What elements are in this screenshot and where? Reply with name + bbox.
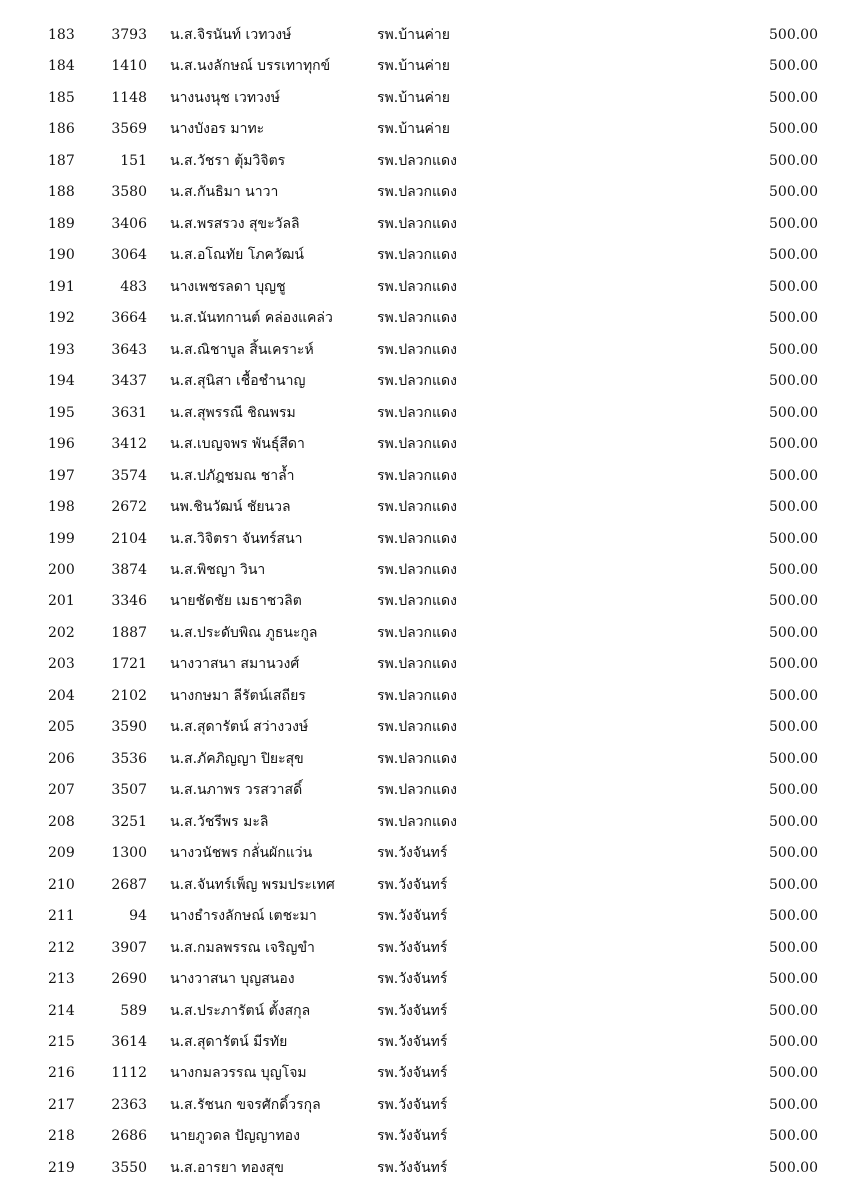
record-code: 3580	[111, 184, 147, 201]
row-number: 197	[48, 467, 75, 484]
row-number: 185	[48, 89, 75, 106]
amount: 500.00	[769, 152, 818, 169]
row-number: 190	[48, 247, 75, 264]
table-row	[0, 1027, 849, 1058]
amount: 500.00	[769, 436, 818, 453]
row-number: 196	[48, 436, 75, 453]
hospital-name: รพ.วังจันทร์	[377, 1096, 448, 1113]
table-row	[0, 1058, 849, 1089]
person-name: น.ส.นงลักษณ์ บรรเทาทุกข์	[170, 58, 331, 75]
row-number: 192	[48, 310, 75, 327]
record-code: 483	[120, 278, 147, 295]
record-code: 3569	[111, 121, 147, 138]
hospital-name: รพ.ปลวกแดง	[377, 341, 457, 358]
table-row	[0, 177, 849, 208]
person-name: น.ส.ประภารัตน์ ตั้งสกุล	[170, 1002, 311, 1019]
hospital-name: รพ.ปลวกแดง	[377, 499, 457, 516]
person-name: น.ส.ภัคภิญญา ปิยะสุข	[170, 750, 304, 767]
record-code: 2102	[111, 687, 147, 704]
person-name: น.ส.สุพรรณี ชิณพรม	[170, 404, 296, 421]
person-name: น.ส.จันทร์เพ็ญ พรมประเทศ	[170, 876, 335, 893]
table-row	[0, 209, 849, 240]
hospital-name: รพ.ปลวกแดง	[377, 530, 457, 547]
row-number: 184	[48, 58, 75, 75]
record-code: 94	[129, 908, 147, 925]
person-name: น.ส.วัชรีพร มะลิ	[170, 813, 269, 830]
hospital-name: รพ.ปลวกแดง	[377, 719, 457, 736]
record-code: 1887	[111, 624, 147, 641]
hospital-name: รพ.บ้านค่าย	[377, 27, 450, 43]
record-code: 1410	[111, 58, 147, 75]
person-name: น.ส.สุดารัตน์ มีรทัย	[170, 1034, 288, 1050]
record-code: 1721	[111, 656, 147, 673]
table-row	[0, 429, 849, 460]
record-code: 2690	[111, 971, 147, 988]
record-code: 3437	[111, 373, 147, 390]
record-code: 3550	[111, 1159, 147, 1176]
row-number: 188	[48, 184, 75, 201]
table-row	[0, 398, 849, 429]
person-name: นางเพชรลดา บุญชู	[170, 278, 286, 295]
person-name: น.ส.พรสรวง สุขะวัลลิ	[170, 215, 300, 232]
hospital-name: รพ.บ้านค่าย	[377, 121, 450, 138]
table-row	[0, 712, 849, 743]
person-name: น.ส.ปภัฎชมณ ชาล้ำ	[170, 467, 295, 484]
amount: 500.00	[769, 1034, 818, 1050]
table-row	[0, 146, 849, 177]
amount: 500.00	[769, 687, 818, 704]
table-row	[0, 83, 849, 114]
person-name: นางวนัชพร กลั่นผักแว่น	[170, 845, 313, 862]
record-code: 3507	[111, 782, 147, 799]
record-code: 1300	[111, 845, 147, 862]
amount: 500.00	[769, 1128, 818, 1145]
amount: 500.00	[769, 278, 818, 295]
row-number: 194	[48, 373, 75, 390]
amount: 500.00	[769, 1002, 818, 1019]
table-row	[0, 1121, 849, 1152]
amount: 500.00	[769, 247, 818, 264]
hospital-name: รพ.ปลวกแดง	[377, 278, 457, 295]
table-row	[0, 807, 849, 838]
amount: 500.00	[769, 593, 818, 610]
hospital-name: รพ.ปลวกแดง	[377, 782, 457, 799]
row-number: 206	[48, 750, 75, 767]
amount: 500.00	[769, 719, 818, 736]
row-number: 193	[48, 341, 75, 358]
person-name: น.ส.อโณทัย โภควัฒน์	[170, 247, 305, 264]
table-row	[0, 366, 849, 397]
hospital-name: รพ.ปลวกแดง	[377, 750, 457, 767]
record-code: 3574	[111, 467, 147, 484]
row-number: 202	[48, 624, 75, 641]
row-number: 219	[48, 1159, 75, 1176]
hospital-name: รพ.ปลวกแดง	[377, 687, 457, 704]
hospital-name: รพ.ปลวกแดง	[377, 404, 457, 421]
amount: 500.00	[769, 908, 818, 925]
person-name: นางกษมา ลีรัตน์เสถียร	[170, 687, 306, 704]
person-name: น.ส.นภาพร วรสวาสดิ์	[170, 782, 303, 799]
person-name: น.ส.เบญจพร พันธุ์สีดา	[170, 436, 305, 453]
row-number: 209	[48, 845, 75, 862]
table-row	[0, 240, 849, 271]
row-number: 208	[48, 813, 75, 830]
person-name: น.ส.จิรนันท์ เวทวงษ์	[170, 27, 292, 43]
person-name: น.ส.วัชรา ตุ้มวิจิตร	[170, 152, 286, 169]
hospital-name: รพ.ปลวกแดง	[377, 184, 457, 201]
row-number: 191	[48, 278, 75, 295]
row-number: 201	[48, 593, 75, 610]
amount: 500.00	[769, 845, 818, 862]
amount: 500.00	[769, 27, 818, 43]
record-code: 3614	[111, 1034, 147, 1050]
amount: 500.00	[769, 561, 818, 578]
amount: 500.00	[769, 499, 818, 516]
hospital-name: รพ.ปลวกแดง	[377, 813, 457, 830]
record-list	[0, 20, 849, 1184]
amount: 500.00	[769, 530, 818, 547]
table-row	[0, 303, 849, 334]
table-row	[0, 20, 849, 51]
table-row	[0, 51, 849, 82]
row-number: 215	[48, 1034, 75, 1050]
amount: 500.00	[769, 876, 818, 893]
table-row	[0, 649, 849, 680]
hospital-name: รพ.วังจันทร์	[377, 1128, 448, 1145]
row-number: 203	[48, 656, 75, 673]
record-code: 3793	[111, 27, 147, 43]
row-number: 199	[48, 530, 75, 547]
person-name: นางวาสนา บุญสนอง	[170, 971, 295, 988]
person-name: น.ส.อารยา ทองสุข	[170, 1159, 284, 1176]
table-row	[0, 492, 849, 523]
amount: 500.00	[769, 750, 818, 767]
table-row	[0, 1090, 849, 1121]
amount: 500.00	[769, 215, 818, 232]
hospital-name: รพ.วังจันทร์	[377, 845, 448, 862]
table-row	[0, 618, 849, 649]
record-code: 2672	[111, 499, 147, 516]
hospital-name: รพ.ปลวกแดง	[377, 467, 457, 484]
table-row	[0, 272, 849, 303]
table-row	[0, 586, 849, 617]
amount: 500.00	[769, 341, 818, 358]
row-number: 216	[48, 1065, 75, 1082]
table-row	[0, 933, 849, 964]
person-name: น.ส.กันธิมา นาวา	[170, 184, 279, 201]
hospital-name: รพ.วังจันทร์	[377, 1002, 448, 1019]
row-number: 210	[48, 876, 75, 893]
hospital-name: รพ.ปลวกแดง	[377, 215, 457, 232]
record-code: 3643	[111, 341, 147, 358]
person-name: น.ส.นันทกานต์ คล่องแคล่ว	[170, 310, 333, 327]
table-row	[0, 964, 849, 995]
amount: 500.00	[769, 58, 818, 75]
row-number: 204	[48, 687, 75, 704]
amount: 500.00	[769, 467, 818, 484]
row-number: 211	[48, 908, 75, 925]
row-number: 218	[48, 1128, 75, 1145]
person-name: น.ส.พิชญา วินา	[170, 561, 266, 578]
amount: 500.00	[769, 184, 818, 201]
row-number: 205	[48, 719, 75, 736]
record-code: 3064	[111, 247, 147, 264]
hospital-name: รพ.วังจันทร์	[377, 1159, 448, 1176]
row-number: 187	[48, 152, 75, 169]
hospital-name: รพ.วังจันทร์	[377, 1065, 448, 1082]
hospital-name: รพ.วังจันทร์	[377, 1034, 448, 1050]
amount: 500.00	[769, 89, 818, 106]
table-row	[0, 555, 849, 586]
hospital-name: รพ.บ้านค่าย	[377, 58, 450, 75]
amount: 500.00	[769, 624, 818, 641]
record-code: 3874	[111, 561, 147, 578]
row-number: 217	[48, 1096, 75, 1113]
hospital-name: รพ.ปลวกแดง	[377, 152, 457, 169]
person-name: นายชัดชัย เมธาชวลิต	[170, 593, 302, 610]
hospital-name: รพ.วังจันทร์	[377, 971, 448, 988]
row-number: 207	[48, 782, 75, 799]
amount: 500.00	[769, 404, 818, 421]
amount: 500.00	[769, 971, 818, 988]
row-number: 214	[48, 1002, 75, 1019]
hospital-name: รพ.ปลวกแดง	[377, 373, 457, 390]
hospital-name: รพ.ปลวกแดง	[377, 310, 457, 327]
amount: 500.00	[769, 656, 818, 673]
table-row	[0, 114, 849, 145]
person-name: นายภูวดล ปัญญาทอง	[170, 1128, 300, 1145]
table-row	[0, 335, 849, 366]
table-row	[0, 681, 849, 712]
hospital-name: รพ.ปลวกแดง	[377, 656, 457, 673]
row-number: 212	[48, 939, 75, 956]
row-number: 200	[48, 561, 75, 578]
hospital-name: รพ.ปลวกแดง	[377, 624, 457, 641]
row-number: 195	[48, 404, 75, 421]
hospital-name: รพ.ปลวกแดง	[377, 436, 457, 453]
hospital-name: รพ.บ้านค่าย	[377, 89, 450, 106]
record-code: 3590	[111, 719, 147, 736]
table-row	[0, 524, 849, 555]
record-code: 2686	[111, 1128, 147, 1145]
person-name: นางธำรงลักษณ์ เตชะมา	[170, 908, 317, 925]
person-name: น.ส.สุนิสา เชื้อชำนาญ	[170, 373, 306, 390]
person-name: นพ.ชินวัฒน์ ชัยนวล	[170, 499, 291, 516]
record-code: 2687	[111, 876, 147, 893]
amount: 500.00	[769, 1065, 818, 1082]
record-code: 3536	[111, 750, 147, 767]
amount: 500.00	[769, 373, 818, 390]
person-name: น.ส.ประดับพิณ ภูธนะกูล	[170, 624, 318, 641]
amount: 500.00	[769, 813, 818, 830]
person-name: น.ส.สุดารัตน์ สว่างวงษ์	[170, 719, 309, 736]
record-code: 2363	[111, 1096, 147, 1113]
record-code: 3346	[111, 593, 147, 610]
person-name: น.ส.กมลพรรณ เจริญขำ	[170, 939, 315, 956]
hospital-name: รพ.วังจันทร์	[377, 908, 448, 925]
record-code: 3907	[111, 939, 147, 956]
amount: 500.00	[769, 310, 818, 327]
person-name: นางกมลวรรณ บุญโจม	[170, 1065, 307, 1082]
person-name: นางบังอร มาทะ	[170, 121, 265, 138]
person-name: น.ส.ณิชาบูล สิ้นเคราะห์	[170, 341, 314, 358]
record-code: 2104	[111, 530, 147, 547]
table-row	[0, 744, 849, 775]
table-row	[0, 838, 849, 869]
record-code: 3251	[111, 813, 147, 830]
hospital-name: รพ.วังจันทร์	[377, 939, 448, 956]
person-name: นางนงนุช เวทวงษ์	[170, 89, 280, 106]
hospital-name: รพ.วังจันทร์	[377, 876, 448, 893]
record-code: 589	[120, 1002, 147, 1019]
row-number: 183	[48, 27, 75, 43]
record-code: 1112	[111, 1065, 147, 1082]
row-number: 186	[48, 121, 75, 138]
hospital-name: รพ.ปลวกแดง	[377, 593, 457, 610]
amount: 500.00	[769, 939, 818, 956]
table-row	[0, 901, 849, 932]
record-code: 151	[120, 152, 147, 169]
row-number: 213	[48, 971, 75, 988]
amount: 500.00	[769, 121, 818, 138]
person-name: นางวาสนา สมานวงศ์	[170, 656, 300, 673]
table-row	[0, 775, 849, 806]
record-code: 3631	[111, 404, 147, 421]
row-number: 198	[48, 499, 75, 516]
table-row	[0, 461, 849, 492]
record-code: 3406	[111, 215, 147, 232]
amount: 500.00	[769, 1159, 818, 1176]
row-number: 189	[48, 215, 75, 232]
record-code: 3412	[111, 436, 147, 453]
record-code: 3664	[111, 310, 147, 327]
hospital-name: รพ.ปลวกแดง	[377, 247, 457, 264]
record-code: 1148	[111, 89, 147, 106]
amount: 500.00	[769, 782, 818, 799]
hospital-name: รพ.ปลวกแดง	[377, 561, 457, 578]
person-name: น.ส.วิจิตรา จันทร์สนา	[170, 530, 303, 547]
amount: 500.00	[769, 1096, 818, 1113]
table-row	[0, 870, 849, 901]
table-row	[0, 996, 849, 1027]
table-row	[0, 1153, 849, 1184]
person-name: น.ส.รัชนก ขจรศักดิ์วรกุล	[170, 1096, 321, 1113]
